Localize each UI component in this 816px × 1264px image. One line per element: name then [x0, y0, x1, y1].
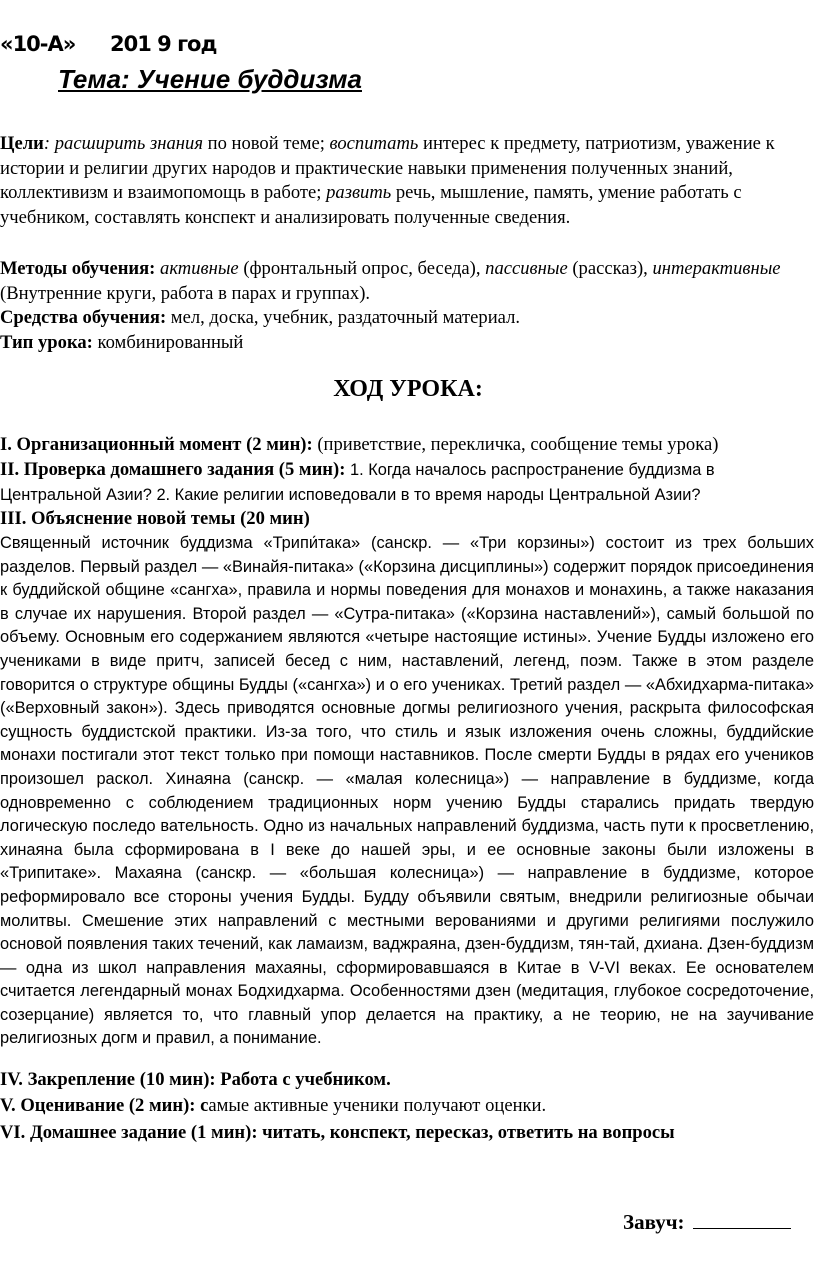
class-label: «10-А»: [0, 32, 76, 56]
stage-4-label: IV. Закрепление (10 мин): Работа с учебником.: [0, 1069, 391, 1090]
course-heading: ХОД УРОКА:: [333, 376, 483, 402]
stage-1: [0, 433, 812, 458]
methods-interactive-text: (Внутренние круги, работа в парах и группах).: [0, 282, 371, 304]
methods-active: активные: [160, 258, 239, 279]
goals-italic-1: расширить знания: [54, 133, 203, 154]
stage-5-value: амые активные ученики получают оценки.: [208, 1095, 547, 1116]
methods-label: Методы обучения:: [0, 258, 156, 279]
methods-passive-text: (рассказ),: [567, 258, 653, 279]
methods-passive: пассивные: [485, 258, 568, 279]
methods-active-text: (фронтальный опрос, беседа),: [238, 258, 486, 279]
stage-3-heading: [0, 507, 812, 532]
lesson-type-label: Тип урока:: [0, 332, 93, 353]
stage-1-value: (приветствие, перекличка, сообщение темы урока): [312, 434, 719, 455]
methods-paragraph: [0, 257, 812, 306]
stage-4: [0, 1068, 812, 1093]
goals-text-2: интерес к предмету, патриотизм, уважение к истории и религии других народов и практические навыки применения полученных знаний, коллективизм и взаимопомощь в работе;: [0, 133, 775, 203]
stage-2: [0, 458, 812, 508]
goals-italic-2: воспитать: [329, 133, 419, 154]
goals-colon: :: [43, 133, 55, 154]
stage-5: [0, 1094, 812, 1119]
goals-italic-3: развить: [326, 182, 392, 203]
methods-interactive: интерактивные: [652, 258, 781, 279]
stage-3-text: Священный источник буддизма «Трипи́така» (санскр. — «Три корзины») состоит из трех больших разделов. Первый раздел — «Винайя-питака» («Корзина дисциплины») содержит порядок присоединения к буддийской общине «сангха», правила и нормы поведения для монахов и монахинь, а также наказания в случае их нарушения. Второй раздел — «Сутра-питака» («Корзина наставлений»), самый большой по объему. Основным его содержанием являются «четыре настоящие истины». Учение Будды изложено его учениками в виде притч, записей бесед с ним, наставлений, легенд, поэм. Также в этом разделе говорится о структуре общины Будды («сангха») и о его учениках. Третий раздел — «Абхидхарма-питака» («Верховный закон»). Здесь приводятся основные догмы религиозного учения, раскрыта философская сущность буддистской практики. Из-за того, что стиль и язык изложения очень сложны, буддийские монахи постигали этот текст только при помощи наставников. После смерти Будды в рядах его учеников произошел раскол. Хинаяна (санскр. — «малая колесница») — направление в буддизме, когда одновременно с соблюдением традиционных норм учению Будды старались придать твердую логическую последо вательность. Одно из начальных направлений буддизма, часть пути к просветлению, хинаяна была сформирована в I веке до нашей эры, и ее основные законы были изложены в «Трипитаке». Махаяна (санскр. — «большая колесница») — направление в буддизме, которое реформировало все стороны учения Будды. Будду объявили святым, внедрили религиозные обычаи молитвы. Смешение этих направлений с местными верованиями и другими религиями послужило основой появления таких течений, как ламаизм, ваджраяна, дзен-буддизм, тян-тай, дхиана. Дзен-буддизм — одна из школ направления махаяны, сформировавшаяся в Китае в V-VI веках. Ее основателем считается легендарный монах Бодхидхарма. Особенностями дзен (медитация, глубокое сосредоточение, созерцание) является то, что главный упор делается на практику, а не теорию, не на заучивание религиозных догм и правил, а понимание.: [0, 534, 814, 1048]
means-label: Средства обучения:: [0, 307, 167, 328]
topic-title: Тема: Учение буддизма: [58, 64, 362, 94]
stage-1-label: I. Организационный момент (2 мин):: [0, 434, 313, 455]
goals-label: Цели: [0, 133, 44, 154]
means-value: мел, доска, учебник, раздаточный материал.: [166, 307, 521, 328]
stage-6-label: VI. Домашнее задание (1 мин): читать, конспект, пересказ, ответить на вопросы: [0, 1122, 675, 1143]
lesson-type-value: комбинированный: [92, 332, 244, 353]
goals-paragraph: [0, 132, 812, 230]
stage-6: [0, 1121, 812, 1146]
signature-block: [623, 1210, 791, 1235]
signature-line: [693, 1210, 791, 1229]
stage-2-label: II. Проверка домашнего задания (5 мин):: [0, 459, 346, 480]
signature-label: Завуч:: [623, 1210, 685, 1234]
year-label: 201 9 год: [110, 32, 217, 56]
goals-text-3: речь, мышление, память, умение работать с учебником, составлять конспект и анализировать полученные сведения.: [0, 182, 742, 228]
means-paragraph: [0, 306, 812, 331]
stage-2-value: 1. Когда началось распространение буддизма в Центральной Азии? 2. Какие религии исповедовали в то время народы Центральной Азии?: [0, 461, 715, 504]
stage-3-label: III. Объяснение новой темы (20 мин): [0, 508, 310, 529]
stage-5-label: V. Оценивание (2 мин): с: [0, 1095, 209, 1116]
header-line: [0, 32, 217, 56]
lesson-type-paragraph: [0, 331, 812, 356]
goals-text-1: по новой теме;: [202, 133, 330, 154]
